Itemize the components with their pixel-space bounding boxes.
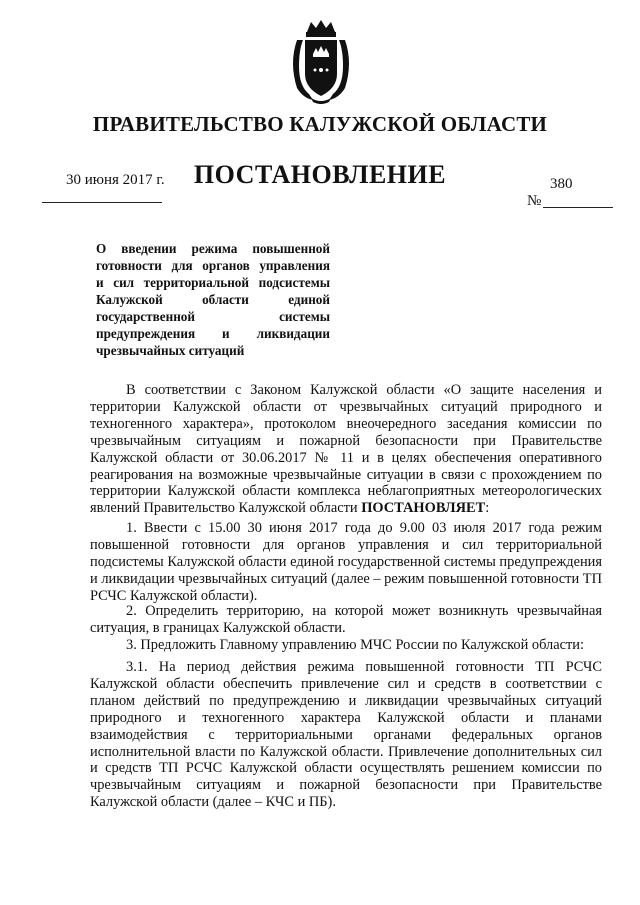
decree-date: 30 июня 2017 г. xyxy=(66,172,165,188)
subject-line: государственной системы xyxy=(96,309,330,324)
preamble-paragraph xyxy=(90,382,602,517)
document-type-title: ПОСТАНОВЛЕНИЕ xyxy=(193,160,447,189)
decree-keyword: ПОСТАНОВЛЯЕТ xyxy=(361,500,486,517)
decree-subject xyxy=(96,240,330,359)
subject-line: О введении режима повышенной xyxy=(96,241,330,256)
number-sign: № xyxy=(527,193,542,209)
item-3-1-paragraph: 3.1. На период действия режима повышенной готовности ТП РСЧС Калужской области обеспечить привлечение сил и средств в соответствии с планом действий по предупреждению и ликвидации чрезвычайных ситуаций природного и техногенного характера Калужской области и планами взаимодействия с территориальными органами федеральных органов исполнительной власти по Калужской области. Привлечение дополнительных сил и средств ТП РСЧС Калужской области осуществлять решением комиссии по чрезвычайным ситуациям и пожарной безопасности при Правительстве Калужской области (далее – КЧС и ПБ). xyxy=(90,659,602,811)
subject-line: и сил территориальной подсистемы xyxy=(96,275,330,290)
coat-of-arms-emblem xyxy=(287,18,355,104)
subject-line: готовности для органов управления xyxy=(96,258,330,273)
item-1-paragraph: 1. Ввести с 15.00 30 июня 2017 года до 9.00 03 июля 2017 года режим повышенной готовности для органов управления и сил территориальной подсистемы Калужской области единой государственной системы предупреждения и ликвидации чрезвычайных ситуаций (далее – режим повышенной готовности ТП РСЧС Калужской области). xyxy=(90,520,602,604)
preamble-text: В соответствии с Законом Калужской области «О защите населения и территории Калужской области от чрезвычайных ситуаций природного и техногенного характера», протоколом внеочередного заседания комиссии по чрезвычайным ситуациям и пожарной безопасности при Правительстве Калужской области от 30.06.2017 № 11 и в целях обеспечения оперативного реагирования на возможные чрезвычайные ситуации в связи с прохождением по территории Калужской области комплекса неблагоприятных метеорологических явлений Правительство Калужской области xyxy=(90,382,602,517)
number-underline xyxy=(543,207,613,208)
subject-line: Калужской области единой xyxy=(96,292,330,307)
decree-colon: : xyxy=(485,500,490,517)
kaluga-coat-of-arms-icon xyxy=(287,18,355,104)
item-3-paragraph: 3. Предложить Главному управлению МЧС России по Калужской области: xyxy=(126,637,584,653)
government-title: ПРАВИТЕЛЬСТВО КАЛУЖСКОЙ ОБЛАСТИ xyxy=(92,112,548,136)
subject-line: предупреждения и ликвидации xyxy=(96,326,330,341)
decree-number: 380 xyxy=(550,176,573,192)
subject-line: чрезвычайных ситуаций xyxy=(96,343,245,358)
date-underline xyxy=(42,202,162,203)
item-2-paragraph: 2. Определить территорию, на которой может возникнуть чрезвычайная ситуация, в границах Калужской области. xyxy=(90,603,602,636)
